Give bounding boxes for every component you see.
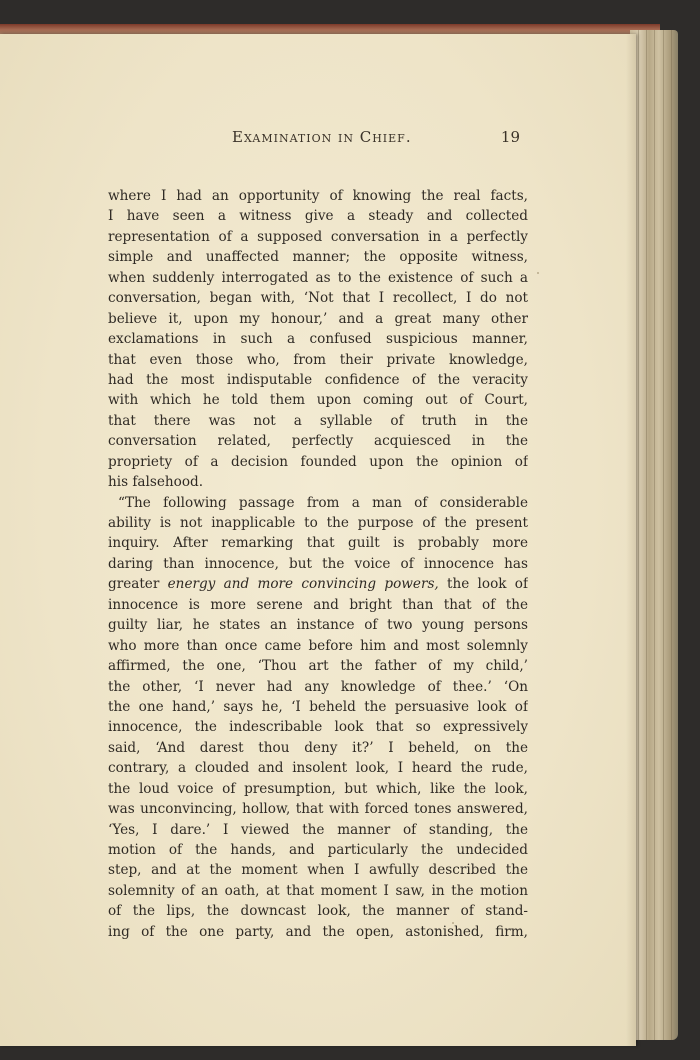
text-line: with which he told them upon coming out of Court, [108, 392, 528, 409]
text-line: conversation, began with, ‘Not that I recollect, I do not [108, 290, 528, 307]
running-head [108, 128, 528, 150]
text-line: was unconvincing, hollow, that with forced tones answered, [108, 801, 528, 818]
text-line: his falsehood. [108, 474, 204, 491]
text-line: when suddenly interrogated as to the existence of such a [108, 269, 528, 286]
text-line: ing of the one party, and the open, astonished, firm, [108, 923, 528, 940]
page-stack-edge [630, 30, 678, 1040]
text-line: that there was not a syllable of truth in the [108, 412, 528, 429]
text-line: ability is not inapplicable to the purpose of the present [108, 515, 528, 531]
text-line: of the lips, the downcast look, the manner of stand- [108, 903, 528, 920]
text-line: the other, ‘I never had any knowledge of thee.’ ‘On [108, 678, 528, 695]
text-line: said, ‘And darest thou deny it?’ I beheld, on the [108, 739, 528, 756]
text-line: guilty liar, he states an instance of two young persons [108, 617, 528, 634]
running-head-title: Examination in Chief. [232, 128, 412, 146]
text-line: ‘Yes, I dare.’ I viewed the manner of standing, the [108, 821, 528, 838]
page-number: 19 [500, 128, 520, 146]
text-line: conversation related, perfectly acquiesced in the [108, 433, 528, 450]
text-line: the loud voice of presumption, but which, like the look, [108, 780, 528, 797]
text-line: propriety of a decision founded upon the opinion of [108, 453, 528, 470]
text-line: exclamations in such a confused suspicious manner, [108, 331, 528, 348]
text-line: the one hand,’ says he, ‘I beheld the persuasive look of [108, 698, 528, 715]
text-line: who more than once came before him and most solemnly [108, 637, 528, 654]
text-line: innocence is more serene and bright than that of the [108, 596, 528, 613]
text-line: affirmed, the one, ‘Thou art the father of my child,’ [108, 658, 528, 675]
text-line: “The following passage from a man of considerable [118, 494, 528, 511]
text-line: believe it, upon my honour,’ and a great many other [108, 310, 528, 327]
text-line: innocence, the indescribable look that so expressively [108, 719, 528, 736]
text-line: I have seen a witness give a steady and collected [108, 208, 528, 225]
body-text [108, 186, 528, 942]
text-line: step, and at the moment when I awfully described the [108, 862, 528, 879]
text-line: solemnity of an oath, at that moment I saw, in the motion [108, 882, 528, 899]
book-page [0, 34, 636, 1046]
italic-phrase: energy and more convincing powers, [167, 576, 439, 593]
paper-speck [537, 272, 539, 274]
text-line: had the most indisputable confidence of the veracity [108, 371, 528, 388]
text-line: representation of a supposed conversation in a perfectly [108, 228, 528, 245]
text-line: daring than innocence, but the voice of innocence has [108, 555, 528, 572]
text-line: contrary, a clouded and insolent look, I heard the rude, [108, 760, 528, 777]
text-line: simple and unaffected manner; the opposite witness, [108, 249, 528, 266]
text-line: motion of the hands, and particularly the undecided [108, 842, 528, 858]
text-line: greater energy and more convincing powers, the look of [108, 576, 528, 593]
text-line: inquiry. After remarking that guilt is probably more [108, 535, 528, 552]
paper-speck [452, 922, 454, 924]
text-line: that even those who, from their private knowledge, [108, 351, 528, 368]
text-line: where I had an opportunity of knowing the real facts, [108, 188, 528, 204]
